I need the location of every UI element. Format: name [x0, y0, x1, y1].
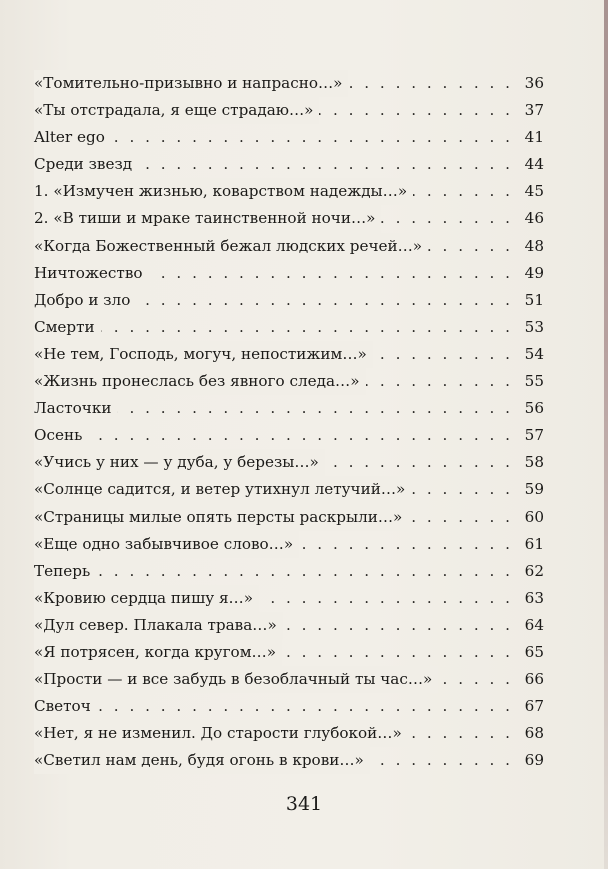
toc-entry-title: «Нет, я не изменил. До старости глубокой…»: [34, 720, 408, 747]
toc-entry-title: «Томительно-призывно и напрасно…»: [34, 70, 348, 97]
toc-entry-page: 63: [524, 588, 544, 607]
toc-entry-title: «Учись у них — у дуба, у березы…»: [34, 449, 325, 476]
dot-leader: [34, 693, 510, 720]
toc-entry: [34, 287, 544, 314]
dot-leader: [34, 422, 510, 449]
toc-entry-title: Теперь: [34, 558, 96, 585]
toc-entry-page: 53: [524, 317, 544, 336]
toc-entry-title: Добро и зло: [34, 287, 136, 314]
toc-entry-page: 48: [524, 236, 544, 255]
toc-entry-title: 1. «Измучен жизнью, коварством надежды…»: [34, 178, 413, 205]
toc-entry: [34, 612, 544, 639]
toc-entry-title: «Жизнь пронеслась без явного следа…»: [34, 368, 366, 395]
toc-entry: [34, 205, 544, 232]
toc-entry: [34, 124, 544, 151]
page-edge: [604, 0, 608, 869]
toc-entry-page: 45: [524, 182, 544, 201]
toc-entry: [34, 178, 544, 205]
toc-entry-title: «Прости — и все забудь в безоблачный ты час…»: [34, 666, 438, 693]
toc-entry: [34, 151, 544, 178]
toc-entry-title: «Страницы милые опять персты раскрыли…»: [34, 504, 408, 531]
toc-entry-page: 62: [524, 561, 544, 580]
toc-entry-page: 49: [524, 263, 544, 282]
toc-entry: [34, 476, 544, 503]
toc-entry: [34, 504, 544, 531]
toc-entry: [34, 341, 544, 368]
toc-entry-page: 57: [524, 426, 544, 445]
toc-entry-title: Светоч: [34, 693, 97, 720]
toc-entry-page: 36: [524, 74, 544, 92]
toc-entry-page: 64: [524, 615, 544, 634]
toc-entry: [34, 233, 544, 260]
toc-entry-title: Смерти: [34, 314, 101, 341]
toc-entry-title: «Ты отстрадала, я еще страдаю…»: [34, 97, 319, 124]
toc-entry-page: 66: [524, 670, 544, 689]
toc-entry-page: 41: [524, 128, 544, 147]
toc-entry-title: «Еще одно забывчивое слово…»: [34, 531, 299, 558]
toc-entry-title: «Солнце садится, и ветер утихнул летучий…»: [34, 476, 411, 503]
toc-entry-title: Осень: [34, 422, 88, 449]
toc-entry-page: 58: [524, 453, 544, 472]
toc-entry-page: 44: [524, 155, 544, 174]
toc-entry-title: Среди звезд: [34, 151, 138, 178]
dot-leader: [34, 558, 510, 585]
toc-entry-title: «Кровию сердца пишу я…»: [34, 585, 259, 612]
toc-entry-title: «Когда Божественный бежал людских речей…»: [34, 233, 428, 260]
toc-entry-page: 55: [524, 372, 544, 391]
toc-entry: [34, 260, 544, 287]
toc-entry-title: «Дул север. Плакала трава…»: [34, 612, 283, 639]
toc-entry-page: 60: [524, 507, 544, 526]
toc-entry: [34, 97, 544, 124]
toc-entry-title: Ласточки: [34, 395, 117, 422]
toc-entry: [34, 585, 544, 612]
toc-entry-title: 2. «В тиши и мраке таинственной ночи…»: [34, 205, 381, 232]
toc-entry: [34, 449, 544, 476]
toc-entry: [34, 693, 544, 720]
toc-entry-page: 61: [524, 534, 544, 553]
toc-entry-page: 68: [524, 724, 544, 743]
toc-entry: [34, 395, 544, 422]
toc-entry-page: 59: [524, 480, 544, 499]
toc-entry-page: 37: [524, 101, 544, 120]
dot-leader: [34, 314, 510, 341]
toc-entry: [34, 368, 544, 395]
toc-entry: [34, 666, 544, 693]
toc-entry-title: «Я потрясен, когда кругом…»: [34, 639, 282, 666]
toc-entry-title: Ничтожество: [34, 260, 149, 287]
toc-entry: [34, 747, 544, 774]
toc-entry-page: 65: [524, 642, 544, 661]
toc-entry-page: 67: [524, 697, 544, 716]
table-of-contents: [34, 70, 544, 774]
toc-entry-page: 56: [524, 399, 544, 418]
toc-entry: [34, 720, 544, 747]
page-number: 341: [285, 793, 323, 815]
toc-entry: [34, 639, 544, 666]
toc-entry-page: 69: [524, 751, 544, 770]
toc-entry: [34, 558, 544, 585]
toc-entry-title: «Не тем, Господь, могуч, непостижим…»: [34, 341, 373, 368]
toc-entry-title: Alter ego: [34, 124, 111, 151]
toc-entry-page: 46: [524, 209, 544, 228]
toc-entry-title: «Светил нам день, будя огонь в крови…»: [34, 747, 370, 774]
toc-entry-page: 54: [524, 344, 544, 363]
toc-entry: [34, 531, 544, 558]
toc-entry-page: 51: [524, 290, 544, 309]
toc-entry: [34, 422, 544, 449]
toc-entry: [34, 314, 544, 341]
toc-entry: [34, 70, 544, 97]
